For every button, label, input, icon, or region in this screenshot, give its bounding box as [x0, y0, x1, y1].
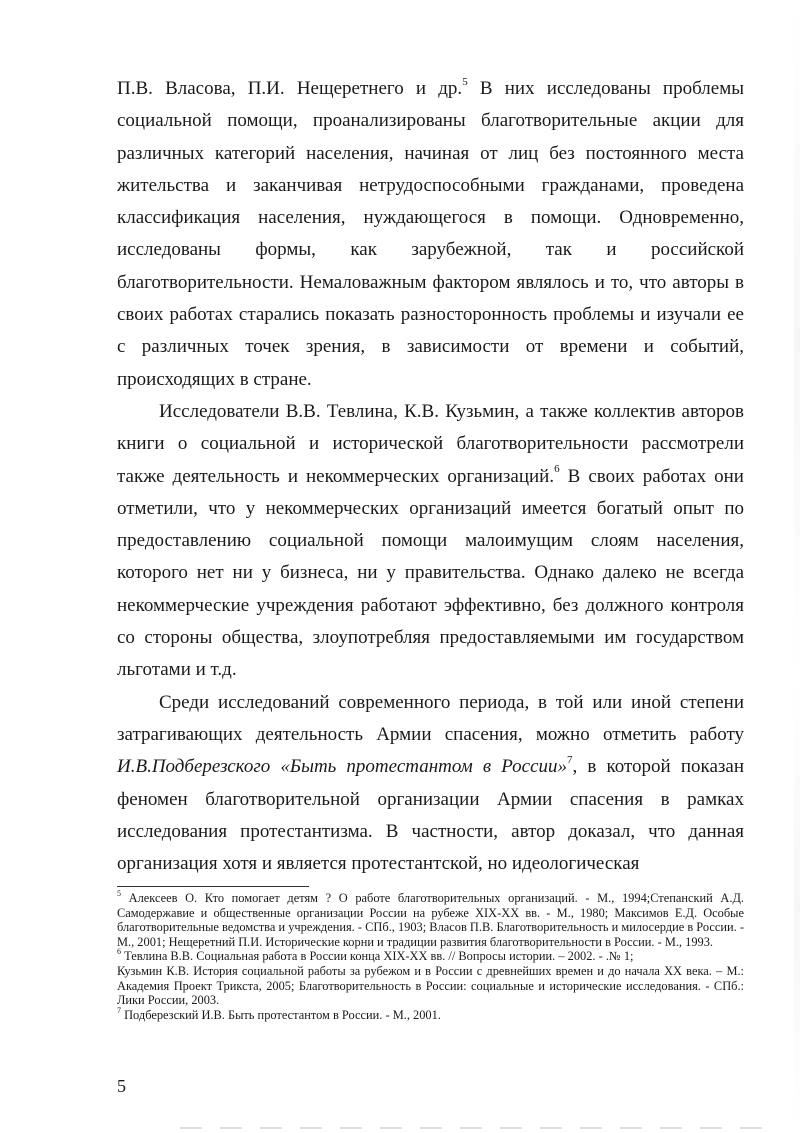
- paragraph-1-text-cont: В них исследованы проблемы социальной помощи, проанализированы благотворительные акции для различных категорий населения, начиная от лиц без постоянного места жительства и заканчивая нетрудоспособными гражданами, проведена классификация населения, нуждающегося в помощи. Одновременно, исследованы формы, как зарубежной, так и российской благотворительности. Немаловажным фактором являлось и то, что авторы в своих работах старались показать разносторонность проблемы и изучали ее с различных точек зрения, в зависимости от времени и событий, происходящих в стране.: [117, 78, 744, 390]
- footnote-ref-6: 6: [554, 463, 560, 476]
- footnote-7: [117, 1005, 744, 1023]
- footnote-5: [117, 888, 744, 949]
- footnote-text: Алексеев О. Кто помогает детям ? О работе благотворительных организаций. - М., 1994;Степанский А.Д. Самодержавие и общественные организации России на рубеже XIX-XX вв. - М., 1980; Максимов Е.Д. Особые благотворительные ведомства и учреждения. - СПб., 1903; Власов П.В. Благотворительность и милосердие в России. - М., 2001; Нещеретний П.И. Исторические корни и традиции развития благотворительности в России. - М., 1993.: [117, 891, 744, 949]
- paragraph-1-text: П.В. Власова, П.И. Нещеретнего и др.: [117, 78, 463, 99]
- footnote-number: 5: [117, 888, 121, 898]
- paragraph-2: [117, 396, 744, 687]
- footnote-6: [117, 949, 744, 964]
- footnote-separator: [117, 886, 309, 887]
- footnote-text: Кузьмин К.В. История социальной работы за рубежом и в России с древнейших времен и до начала XX века. – М.: Академия Проект Трикста, 2005; Благотворительность в России: социальные и исторические исследования. - СПб.: Лики России, 2003.: [117, 963, 744, 1008]
- footnote-text: Тевлина В.В. Социальная работа в России конца XIX-XX вв. // Вопросы истории. – 2002. - .№ 1;: [121, 949, 634, 964]
- scan-edge-shadow: [794, 0, 800, 1133]
- footnote-ref-7: 7: [567, 753, 573, 766]
- footnotes: [117, 888, 744, 1022]
- paragraph-1: [117, 73, 744, 396]
- paragraph-3: [117, 687, 744, 881]
- paragraph-3-text: Среди исследований современного периода, в той или иной степени затрагивающих деятельность Армии спасения, можно отметить работу: [117, 691, 744, 745]
- footnote-ref-5: 5: [462, 75, 468, 88]
- paragraph-3-text-cont: , в которой показан феномен благотворительной организации Армии спасения в рамках исследования протестантизма. В частности, автор доказал, что данная организация хотя и является протестантской, но идеологическая: [117, 756, 744, 875]
- scan-artifact: [180, 1127, 780, 1129]
- page-number: 5: [117, 1076, 126, 1096]
- footnote-text: Подберезский И.В. Быть протестантом в России. - М., 2001.: [121, 1007, 441, 1022]
- footnote-number: 7: [117, 1005, 121, 1015]
- italic-book-title: И.В.Подберезского «Быть протестантом в России»: [117, 756, 568, 778]
- paragraph-2-text-cont: В своих работах они отметили, что у некоммерческих организаций имеется богатый опыт по предоставлению социальной помощи малоимущим слоям населения, которого нет ни у бизнеса, ни у правительства. Однако далеко не всегда некоммерческие учреждения работают эффективно, без должного контроля со стороны общества, злоупотребляя предоставляемыми им государством льготами и т.д.: [117, 465, 744, 681]
- footnote-number: 6: [117, 947, 121, 957]
- footnote-6-continued: [117, 964, 744, 1008]
- main-text: [117, 73, 744, 880]
- paragraph-2-text: Исследователи В.В. Тевлина, К.В. Кузьмин, а также коллектив авторов книги о социальной и исторической благотворительности рассмотрели также деятельность и некоммерческих организаций.: [117, 400, 744, 487]
